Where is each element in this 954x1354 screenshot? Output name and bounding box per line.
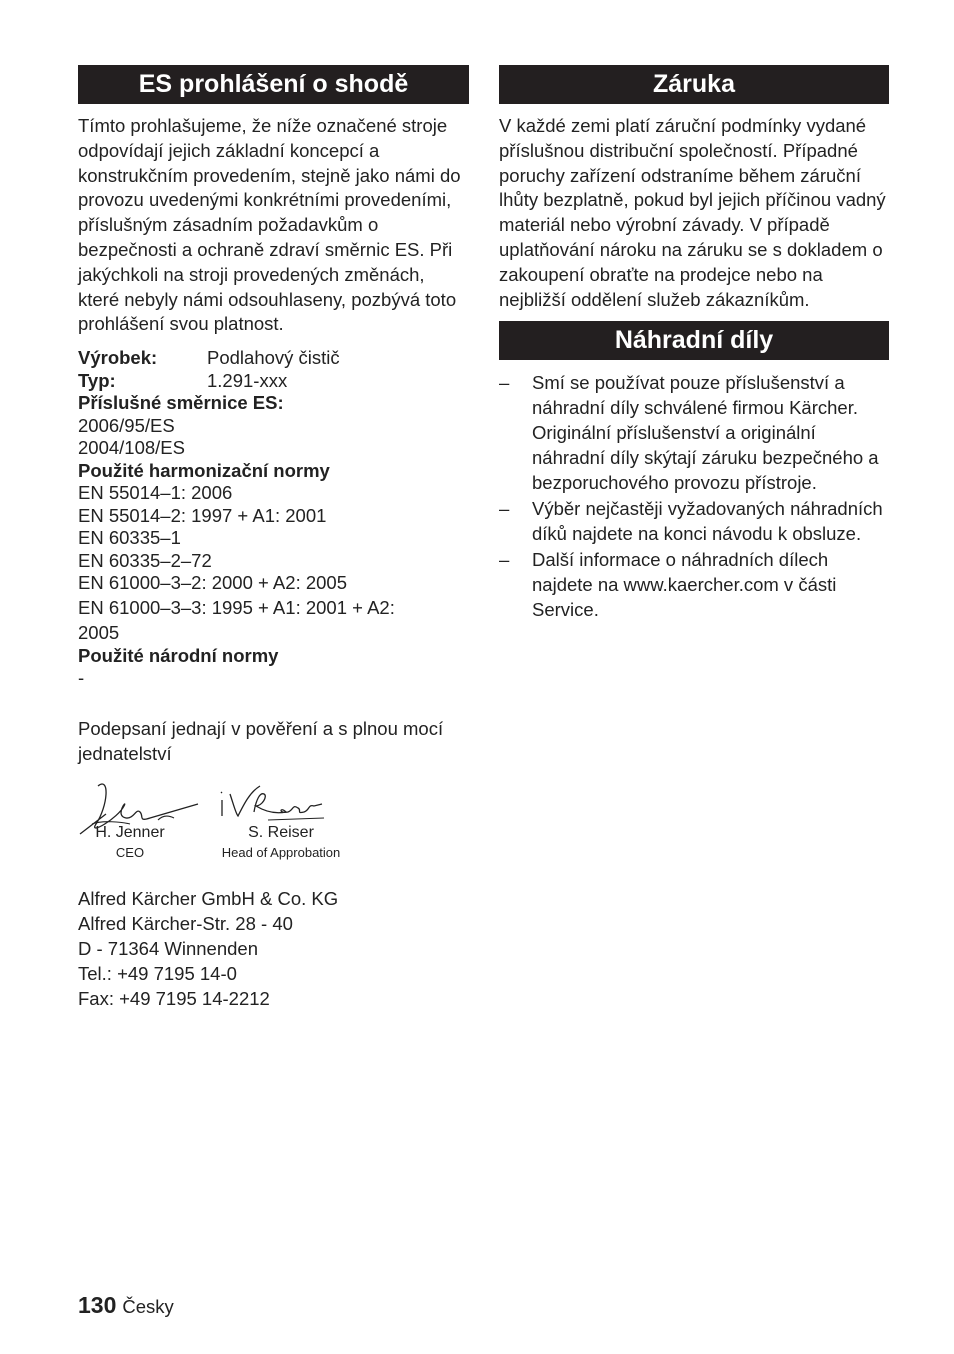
directive-item: 2006/95/ES: [78, 414, 175, 436]
list-item-text: Smí se používat pouze příslušenství a náhradní díly schválené firmou Kärcher. Originální příslušenství a originální náhradní díly skýtají záruku bezpečného a bezporuchového provozu přístroje.: [532, 372, 879, 494]
signer-name: S. Reiser: [248, 823, 314, 841]
signatures: [78, 778, 469, 876]
type-row: [78, 370, 469, 393]
type-value: 1.291-xxx: [207, 369, 288, 391]
address-line: Alfred Kärcher GmbH & Co. KG: [78, 887, 339, 909]
spare-parts-list: [499, 370, 889, 622]
directive-item: 2004/108/ES: [78, 437, 185, 459]
dash-bullet: –: [499, 498, 510, 520]
directives-label: Příslušné směrnice ES:: [78, 392, 284, 414]
signer-name: H. Jenner: [95, 823, 165, 841]
dash-bullet: –: [499, 549, 510, 571]
list-item: [499, 370, 892, 495]
signer-jenner: [78, 824, 182, 860]
declaration-heading: ES prohlášení o shodě: [78, 65, 469, 104]
address-line: D - 71364 Winnenden: [78, 937, 258, 959]
signer-role: CEO: [115, 844, 145, 860]
dash-bullet: –: [499, 372, 510, 394]
harmonized-item: EN 55014–1: 2006: [78, 482, 233, 504]
harmonized-item: EN 61000–3–2: 2000 + A2: 2005: [78, 572, 347, 594]
harmonized-item: EN 60335–2–72: [78, 549, 212, 571]
signer-role: Head of Approbation: [221, 844, 341, 860]
list-item-text: Další informace o náhradních dílech najdete na www.kaercher.com v části Service.: [532, 549, 837, 621]
harmonized-label: Použité harmonizační normy: [78, 459, 330, 481]
company-address: [78, 886, 469, 1011]
right-column: [499, 65, 889, 623]
address-line: Tel.: +49 7195 14-0: [78, 962, 237, 984]
address-line: Fax: +49 7195 14-2212: [78, 987, 270, 1009]
product-value: Podlahový čistič: [207, 347, 340, 369]
signing-intro: Podepsaní jednají v pověření a s plnou mocí jednatelství: [78, 717, 444, 764]
declaration-text: Tímto prohlašujeme, že níže označené stroje odpovídají jejich základní koncepcí a konstrukčním provedením, stejně jako námi do provozu uvedenými konkrétními provedeními, příslušným zásadním požadavkům o bezpečnosti a ochraně zdraví směrnic ES. Při jakýchkoli na stroji provedených změnách, které nebyly námi odsouhlaseny, pozbývá toto prohlášení svou platnost.: [78, 115, 461, 335]
address-line: Alfred Kärcher-Str. 28 - 40: [78, 912, 293, 934]
type-label: Typ:: [78, 369, 116, 391]
page-number: 130: [78, 1292, 117, 1318]
list-item-text: Výběr nejčastěji vyžadovaných náhradních díků najdete na konci návodu k obsluze.: [532, 498, 883, 545]
left-column: [78, 65, 469, 1011]
harmonized-item: EN 60335–1: [78, 527, 181, 549]
harmonized-item: EN 55014–2: 1997 + A1: 2001: [78, 504, 327, 526]
warranty-heading: Záruka: [499, 65, 889, 104]
spare-parts-heading: Náhradní díly: [499, 321, 889, 360]
product-specs: [78, 347, 469, 690]
footer-language: Česky: [122, 1296, 174, 1317]
harmonized-item: EN 61000–3–3: 1995 + A1: 2001 + A2: 2005: [78, 596, 395, 643]
national-value: -: [78, 667, 85, 689]
page-footer: [78, 1292, 174, 1319]
national-label: Použité národní normy: [78, 644, 279, 666]
list-item: [499, 496, 892, 546]
product-label: Výrobek:: [78, 347, 158, 369]
signer-reiser: [198, 824, 364, 860]
product-row: [78, 347, 469, 370]
list-item: [499, 547, 892, 622]
warranty-text: V každé zemi platí záruční podmínky vydané příslušnou distribuční společností. Případné poruchy zařízení odstraníme během záruční lhůty bezplatně, pokud byl jejich příčinou vadný materiál nebo výrobní závady. V případě uplatňování nároku na záruku se s dokladem o zakoupení obraťte na prodejce nebo na nejbližší oddělení služeb zákazníkům.: [499, 115, 886, 310]
